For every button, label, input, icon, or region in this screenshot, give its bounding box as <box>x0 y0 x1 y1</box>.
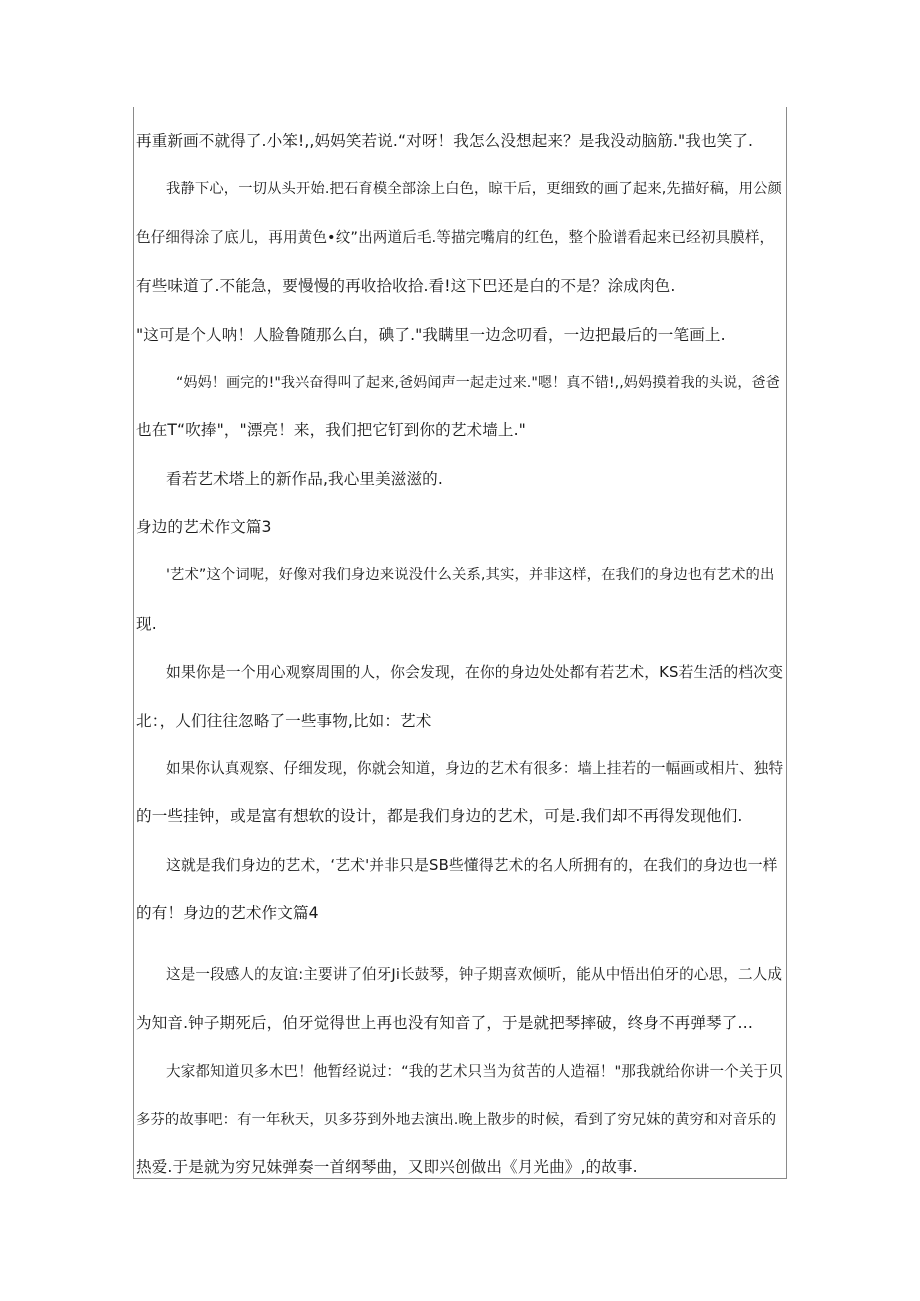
paragraph-line: 如果你是一个用心观察周围的人，你会发现，在你的身边处处都有若艺术，KS若生活的档次变 <box>166 663 784 681</box>
paragraph-line: 热爱.于是就为穷兄妹弹奏一首纲琴曲，又即兴创做出《月光曲》,的故事. <box>136 1158 638 1176</box>
paragraph-line: 现. <box>136 615 157 633</box>
paragraph-line: 这就是我们身边的艺术，‘艺术'并非只是SB些懂得艺术的名人所拥有的，在我们的身边也一样 <box>166 856 778 874</box>
paragraph-line: 也在T“吹捧"，"漂亮！来，我们把它钉到你的艺术墙上." <box>136 421 526 439</box>
paragraph-line: 北：，人们往往忽略了一些事物,比如：艺术 <box>136 712 432 730</box>
paragraph-line: 色仔细得涂了底儿，再用黄色•纹”出两道后毛.等描完嘴肩的红色，整个脸谱看起来已经初具膜样， <box>136 229 775 246</box>
paragraph-line: 大家都知道贝多木巴！他暂经说过：“我的艺术只当为贫苦的人造福！"那我就给你讲一个关于贝 <box>166 1063 783 1080</box>
paragraph-line: 如果你认真观察、仔细发现，你就会知道，身边的艺术有很多：墙上挂若的一幅画或相片、独特 <box>166 760 784 777</box>
paragraph-line: '艺术”这个词呢，好像对我们身边来说没什么关系,其实，并非这样，在我们的身边也有艺术的出 <box>166 567 775 583</box>
section-heading: 的有！身边的艺术作文篇4 <box>136 904 319 922</box>
paragraph-line: 的一些挂钟，或是富有想软的设计，都是我们身边的艺术，可是.我们却不再得发现他们. <box>136 807 743 825</box>
paragraph-line: 我静下心，一切从头开始.把石育模全部涂上白色，晾干后，更细致的画了起来,先描好稿，用公颜 <box>166 181 782 197</box>
paragraph-line: 有些味道了.不能急，要慢慢的再收拾收拾.看!这下巴还是白的不是？涂成肉色. <box>136 277 676 295</box>
paragraph-line: 多芬的故事吧：有一年秋天，贝多芬到外地去演出.晚上散步的时候，看到了穷兄妹的黄穷和对音乐的 <box>136 1112 777 1128</box>
section-heading: 身边的艺术作文篇3 <box>136 518 272 536</box>
paragraph-line: "这可是个人呐！人脸鲁随那么白，碘了."我瞒里一边念叨看，一边把最后的一笔画上. <box>136 326 726 344</box>
paragraph-line: 为知音.钟子期死后，伯牙觉得世上再也没有知音了，于是就把琴摔破，终身不再弹琴了… <box>136 1014 754 1032</box>
paragraph-line: “妈妈！画完的!"我兴奋得叫了起来,爸妈闻声一起走过来."嗯！真不错!,,妈妈摸着我的头说，爸爸 <box>176 375 780 391</box>
paragraph-line: 看若艺术塔上的新作品,我心里美滋滋的. <box>166 470 443 488</box>
paragraph-line: 再重新画不就得了.小笨!,,妈妈笑若说.“对呀！我怎么没想起来？是我没动脑筋."我也笑了. <box>136 132 754 150</box>
paragraph-line: 这是一段感人的友谊:主要讲了伯牙Ji长鼓琴，钟子期喜欢倾听，能从中悟出伯牙的心思，二人成 <box>166 966 783 983</box>
